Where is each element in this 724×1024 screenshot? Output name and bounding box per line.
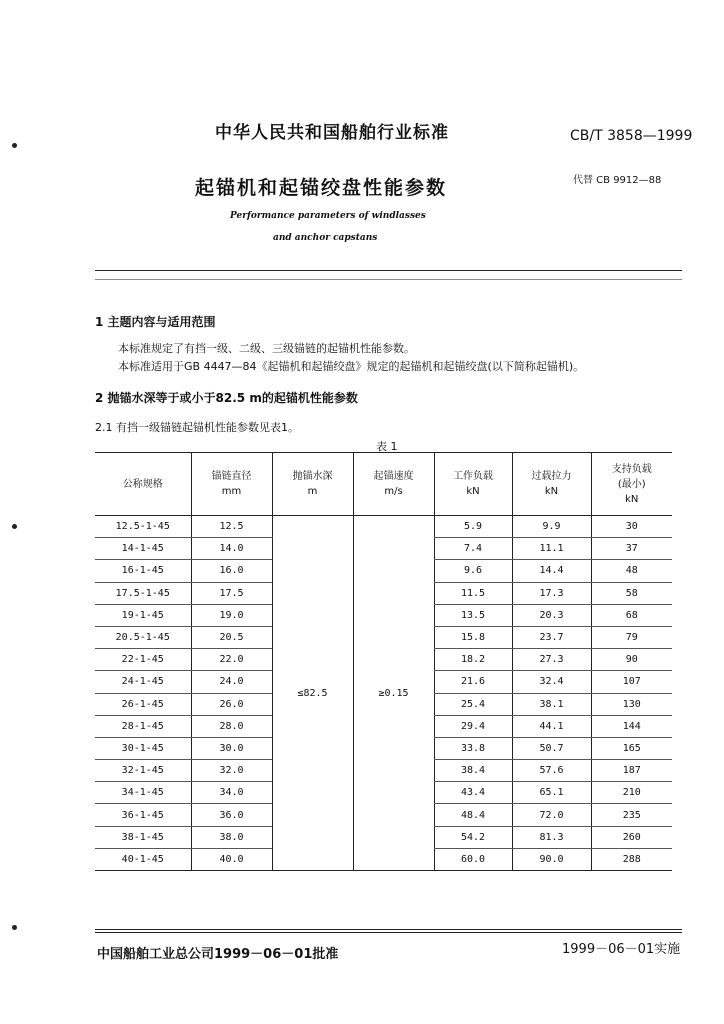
cell-spec: 12.5-1-45 <box>95 516 191 538</box>
performance-table <box>95 452 672 871</box>
cell-overload-pull: 65.1 <box>512 782 591 804</box>
cell-diameter: 16.0 <box>191 560 272 582</box>
cell-spec: 40-1-45 <box>95 848 191 870</box>
cell-holding-load: 107 <box>591 671 672 693</box>
standard-code: CB/T 3858—1999 <box>570 128 693 144</box>
cell-holding-load: 79 <box>591 626 672 648</box>
cell-overload-pull: 23.7 <box>512 626 591 648</box>
cell-overload-pull: 57.6 <box>512 760 591 782</box>
cell-spec: 30-1-45 <box>95 737 191 759</box>
approval-note: 中国船舶工业总公司1999－06－01批准 <box>97 947 339 962</box>
cell-working-load: 54.2 <box>434 826 512 848</box>
cell-diameter: 28.0 <box>191 715 272 737</box>
cell-holding-load: 260 <box>591 826 672 848</box>
cell-diameter: 36.0 <box>191 804 272 826</box>
cell-diameter: 32.0 <box>191 760 272 782</box>
cell-working-load: 33.8 <box>434 737 512 759</box>
header-divider <box>95 270 682 271</box>
cell-overload-pull: 81.3 <box>512 826 591 848</box>
section-1-paragraph-2: 本标准适用于GB 4447—84《起锚机和起锚绞盘》规定的起锚机和起锚绞盘(以下简称起锚机)。 <box>118 360 585 373</box>
cell-holding-load: 30 <box>591 516 672 538</box>
cell-holding-load: 130 <box>591 693 672 715</box>
header-working-load: 工作负载 kN <box>434 453 512 516</box>
section-2-heading: 2 抛锚水深等于或小于82.5 m的起锚机性能参数 <box>95 391 358 405</box>
effective-date: 1999－06－01实施 <box>562 942 681 957</box>
footer-divider-thin <box>95 932 682 933</box>
cell-spec: 16-1-45 <box>95 560 191 582</box>
cell-working-load: 13.5 <box>434 604 512 626</box>
cell-holding-load: 210 <box>591 782 672 804</box>
cell-holding-load: 187 <box>591 760 672 782</box>
cell-overload-pull: 50.7 <box>512 737 591 759</box>
cell-overload-pull: 32.4 <box>512 671 591 693</box>
cell-overload-pull: 9.9 <box>512 516 591 538</box>
cell-diameter: 14.0 <box>191 538 272 560</box>
english-title-line1: Performance parameters of windlasses <box>230 211 426 221</box>
cell-working-load: 60.0 <box>434 848 512 870</box>
header-spec: 公称规格 <box>95 453 191 516</box>
footer-divider <box>95 929 682 930</box>
table-header-row <box>95 453 672 516</box>
binding-hole-mark <box>12 925 17 930</box>
cell-working-load: 21.6 <box>434 671 512 693</box>
replaces-note: 代替 CB 9912—88 <box>573 175 662 186</box>
cell-diameter: 17.5 <box>191 582 272 604</box>
cell-spec: 19-1-45 <box>95 604 191 626</box>
cell-diameter: 19.0 <box>191 604 272 626</box>
org-title: 中华人民共和国船舶行业标准 <box>215 123 449 143</box>
header-hoist-speed: 起锚速度 m/s <box>353 453 434 516</box>
cell-holding-load: 68 <box>591 604 672 626</box>
cell-overload-pull: 38.1 <box>512 693 591 715</box>
cell-diameter: 24.0 <box>191 671 272 693</box>
cell-working-load: 43.4 <box>434 782 512 804</box>
cell-spec: 28-1-45 <box>95 715 191 737</box>
cell-holding-load: 144 <box>591 715 672 737</box>
cell-diameter: 38.0 <box>191 826 272 848</box>
header-anchor-depth: 抛锚水深 m <box>272 453 353 516</box>
cell-holding-load: 235 <box>591 804 672 826</box>
section-1-paragraph-1: 本标准规定了有挡一级、二级、三级锚链的起锚机性能参数。 <box>118 342 415 355</box>
cell-overload-pull: 14.4 <box>512 560 591 582</box>
cell-working-load: 29.4 <box>434 715 512 737</box>
cell-holding-load: 90 <box>591 649 672 671</box>
cell-anchor-depth: ≤82.5 <box>272 516 353 871</box>
cell-hoist-speed: ≥0.15 <box>353 516 434 871</box>
cell-diameter: 30.0 <box>191 737 272 759</box>
cell-diameter: 22.0 <box>191 649 272 671</box>
cell-diameter: 34.0 <box>191 782 272 804</box>
section-2-1-text: 2.1 有挡一级锚链起锚机性能参数见表1。 <box>95 421 299 434</box>
cell-working-load: 18.2 <box>434 649 512 671</box>
cell-holding-load: 165 <box>591 737 672 759</box>
cell-spec: 20.5-1-45 <box>95 626 191 648</box>
cell-spec: 34-1-45 <box>95 782 191 804</box>
header-divider-thin <box>95 279 682 280</box>
cell-working-load: 9.6 <box>434 560 512 582</box>
cell-spec: 26-1-45 <box>95 693 191 715</box>
cell-holding-load: 288 <box>591 848 672 870</box>
cell-overload-pull: 90.0 <box>512 848 591 870</box>
cell-spec: 17.5-1-45 <box>95 582 191 604</box>
cell-diameter: 12.5 <box>191 516 272 538</box>
cell-working-load: 15.8 <box>434 626 512 648</box>
cell-overload-pull: 27.3 <box>512 649 591 671</box>
cell-overload-pull: 11.1 <box>512 538 591 560</box>
binding-hole-mark <box>12 143 17 148</box>
cell-diameter: 40.0 <box>191 848 272 870</box>
cell-diameter: 20.5 <box>191 626 272 648</box>
binding-hole-mark <box>12 524 17 529</box>
english-title-line2: and anchor capstans <box>273 233 378 243</box>
header-overload-pull: 过载拉力 kN <box>512 453 591 516</box>
page-title: 起锚机和起锚绞盘性能参数 <box>195 177 448 199</box>
cell-working-load: 7.4 <box>434 538 512 560</box>
cell-spec: 14-1-45 <box>95 538 191 560</box>
cell-spec: 36-1-45 <box>95 804 191 826</box>
cell-working-load: 25.4 <box>434 693 512 715</box>
header-holding-load: 支持负载 (最小) kN <box>591 453 672 516</box>
cell-spec: 38-1-45 <box>95 826 191 848</box>
cell-holding-load: 58 <box>591 582 672 604</box>
cell-overload-pull: 44.1 <box>512 715 591 737</box>
cell-spec: 24-1-45 <box>95 671 191 693</box>
cell-spec: 22-1-45 <box>95 649 191 671</box>
cell-overload-pull: 72.0 <box>512 804 591 826</box>
cell-overload-pull: 20.3 <box>512 604 591 626</box>
cell-spec: 32-1-45 <box>95 760 191 782</box>
cell-working-load: 48.4 <box>434 804 512 826</box>
section-1-heading: 1 主题内容与适用范围 <box>95 315 216 329</box>
table-caption: 表 1 <box>376 440 398 453</box>
header-chain-diameter: 锚链直径 mm <box>191 453 272 516</box>
cell-working-load: 11.5 <box>434 582 512 604</box>
cell-working-load: 38.4 <box>434 760 512 782</box>
cell-working-load: 5.9 <box>434 516 512 538</box>
table-row <box>95 516 672 538</box>
cell-diameter: 26.0 <box>191 693 272 715</box>
cell-holding-load: 48 <box>591 560 672 582</box>
cell-holding-load: 37 <box>591 538 672 560</box>
cell-overload-pull: 17.3 <box>512 582 591 604</box>
